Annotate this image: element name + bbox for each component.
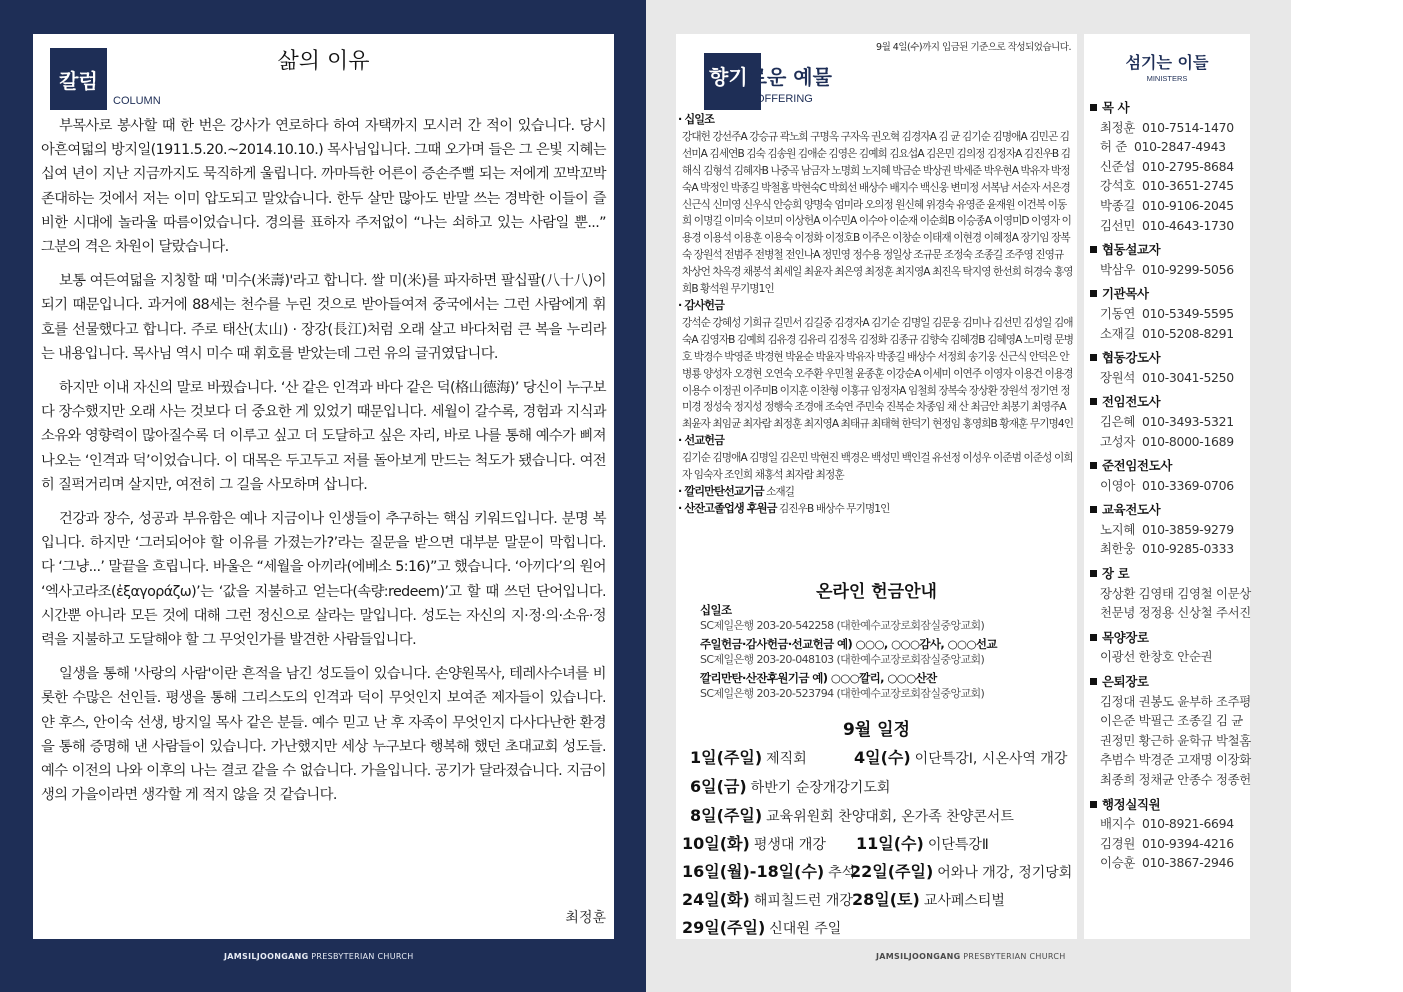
minister-row <box>1090 137 1248 157</box>
minister-row <box>1090 176 1248 196</box>
online-item: 깔리만탄·산잔후원기금 예) ○○○깔리, ○○○산잔 SC제일은행 203-20-523794 (대한예수교장로회잠실중앙교회) <box>700 671 985 700</box>
offering-list <box>678 112 1074 518</box>
minister-row <box>1090 692 1251 712</box>
minister-group-heading: 목 사 <box>1090 98 1248 118</box>
minister-row <box>1090 216 1248 236</box>
minister-phone: 010-3041-5250 <box>1142 369 1234 385</box>
minister-name: 김선민 <box>1100 217 1136 233</box>
minister-group-heading: 준전임전도사 <box>1090 456 1248 476</box>
offering-inline-section: · 깔리만탄선교기금 소재길 <box>678 484 795 498</box>
minister-phone: 010-8921-6694 <box>1142 816 1234 832</box>
minister-name: 권정민 황근하 윤학규 박철홈 <box>1100 732 1251 748</box>
minister-phone: 010-9285-0333 <box>1142 541 1234 557</box>
minister-row <box>1090 118 1248 138</box>
column-paragraph: 부목사로 봉사할 때 한 번은 강사가 연로하다 하여 자택까지 모시러 간 적이 있습니다. 당시 아흔여덟의 방지일(1911.5.20.~2014.10.10.) 목사님입니다. 그때 오가며 들은 그 은빛 지혜는 십여 년이 지난 지금까지도 묵직하게 울립니다. 까마득한 어른이 증손주뻘 되는 저에게 꼬박꼬박 존대하는 것에서 저는 이미 압도되고 말았습니다. 한두 살만 많아도 반말 쓰는 경박한 이들이 즐비한 시대에 놀라울 따름이었습니다. 경의를 표하자 주저없이 “나는 쇠하고 있는 사람일 뿐...” 그분의 격은 차원이 달랐습니다. <box>41 118 606 256</box>
minister-phone: 010-2847-4943 <box>1133 139 1226 155</box>
offering-panel <box>676 34 1077 939</box>
minister-name: 천문녕 정정용 신상철 주서진 <box>1100 605 1251 621</box>
minister-name: 이광선 한창호 안순권 <box>1100 649 1213 665</box>
minister-row <box>1090 711 1248 731</box>
offering-note: 9월 4일(수)까지 입금된 기준으로 작성되었습니다. <box>876 42 1071 53</box>
bullet-square-icon <box>1090 462 1097 469</box>
offering-sub: OFFERING <box>756 93 813 105</box>
minister-name: 김정대 권봉도 윤부하 조주평 <box>1100 693 1251 709</box>
minister-name: 노지혜 <box>1100 521 1136 537</box>
bullet-square-icon <box>1090 104 1097 111</box>
minister-row <box>1090 157 1248 177</box>
minister-phone: 010-9394-4216 <box>1142 835 1234 851</box>
bullet-square-icon <box>1090 678 1097 685</box>
minister-name: 이승훈 <box>1100 855 1136 871</box>
right-footer: JAMSILJOONGANG PRESBYTERIAN CHURCH <box>876 952 1066 961</box>
bullet-square-icon <box>1090 570 1097 577</box>
column-title: 삶의 이유 <box>277 49 370 74</box>
minister-group-heading: 장 로 <box>1090 564 1248 584</box>
minister-row <box>1090 603 1251 623</box>
minister-phone: 010-9299-5056 <box>1142 261 1234 277</box>
offering-names: 강대헌 강선주A 강승규 곽노희 구명옥 구자옥 권오혁 김경자A 김 균 김기순 김명애A 김민곤 김선미A 김세연B 김숙 김송원 김애순 김영은 김예희 김요섭A 김은민 김의정 김정자A 김진우B 김해식 김형석 김혜자B 나중곡 남금자 노명희 노지혜 박금순 박상권 박세준 박우현A 박유자 박정숙A 박정인 박종길 박철홈 박현숙C 박희선 배상수 배지수 백신웅 변미정 서복남 서순자 서은경 신근식 신미영 신우식 안승희 양명숙 엄미라 오의정 원신혜 위경숙 유영준 윤재원 이건복 이동희 이명길 이미숙 이보미 이상헌A 이수민A 이수아 이순재 이순희B 이승종A 이영미D 이영자 이용경 이용석 이용훈 이용숙 이정화 이정호B 이주은 이창순 이태재 이현경 이혜정A 장기임 장복숙 장원석 전범주 전병철 전인나A 정민영 정수용 정일상 조규문 조정숙 조종길 조주영 진영규 차상언 차옥경 채봉석 최세일 최윤자 최은영 최정훈 최지영A 최진옥 탁지영 한선희 허경숙 홍영희B 황석원 무기명1인 <box>682 130 1073 296</box>
minister-row <box>1090 814 1248 834</box>
minister-group-heading: 협동설교자 <box>1090 240 1248 260</box>
schedule-item: 6일(금) 하반기 순장개강기도회 <box>690 777 891 796</box>
ministers-sub: MINISTERS <box>1146 74 1188 83</box>
minister-name: 이은준 박필근 조종길 김 균 <box>1100 713 1243 729</box>
column-body <box>41 114 606 817</box>
bullet-square-icon <box>1090 354 1097 361</box>
minister-name: 최종희 정채균 안종수 정종헌 <box>1100 772 1251 787</box>
ministers-panel <box>1084 34 1250 939</box>
offering-names: 김기순 김명애A 김명일 김은민 박현진 백경은 백성민 백인걸 유선정 이성우 이준범 이준성 이희자 임숙자 조인희 채홍석 최자람 최정훈 <box>682 452 1073 482</box>
minister-row <box>1090 324 1248 344</box>
online-list <box>700 602 1072 704</box>
minister-phone: 010-3867-2946 <box>1142 855 1234 871</box>
minister-row <box>1090 432 1248 452</box>
minister-phone: 010-3493-5321 <box>1142 413 1234 429</box>
schedule-item: 28일(토) 교사페스티벌 <box>852 890 1005 909</box>
minister-phone: 010-5349-5595 <box>1142 305 1234 321</box>
schedule-item: 4일(수) 이단특강Ⅰ, 시온사역 개강 <box>854 748 1068 767</box>
minister-phone: 010-4643-1730 <box>1142 217 1234 233</box>
minister-row <box>1090 304 1248 324</box>
online-item: 주일헌금·감사헌금·선교헌금 예) ○○○, ○○○감사, ○○○선교 SC제일은행 203-20-048103 (대한예수교장로회잠실중앙교회) <box>700 637 997 666</box>
minister-name: 장상환 김영태 김영철 이문상 <box>1100 585 1251 601</box>
minister-name: 소재길 <box>1100 325 1136 341</box>
schedule-item: 24일(화) 해피칠드런 개강 <box>682 890 853 909</box>
minister-phone: 010-9106-2045 <box>1142 197 1234 213</box>
column-paragraph: 일생을 통해 '사랑의 사람'이란 흔적을 남긴 성도들이 있습니다. 손양원목사, 테레사수녀를 비롯한 수많은 선인들. 평생을 통해 그리스도의 인격과 덕이 무엇인지 보여준 제자들이 있습니다. 얀 후스, 안이숙 선생, 방지일 목사 같은 분들. 예수 믿고 난 후 자족이 무엇인지 다사다난한 환경을 통해 증명해 낸 사람들이 있습니다. 가난했지만 세상 누구보다 행복해 했던 초대교회 성도들. 예수 이전의 나와 이후의 나는 결코 같을 수 없습니다. 가을입니다. 공기가 달라졌습니다. 지금이 생의 가을이라면 생각할 게 적지 않을 것 같습니다. <box>41 666 606 804</box>
minister-phone: 010-3651-2745 <box>1142 178 1234 194</box>
column-tag-sub: COLUMN <box>113 95 161 107</box>
minister-group-heading: 목양장로 <box>1090 628 1248 648</box>
column-panel <box>33 34 614 939</box>
bullet-square-icon <box>1090 801 1097 808</box>
minister-group-heading: 은퇴장로 <box>1090 672 1248 692</box>
minister-name: 최한웅 <box>1100 541 1136 557</box>
offering-section-title: · 감사헌금 <box>678 298 724 312</box>
minister-name: 기동연 <box>1100 305 1136 321</box>
minister-row <box>1090 260 1248 280</box>
minister-name: 박종길 <box>1100 197 1136 213</box>
minister-group-heading: 교육전도사 <box>1090 500 1248 520</box>
bullet-square-icon <box>1090 290 1097 297</box>
ministers-title: 섬기는 이들 <box>1125 53 1209 72</box>
left-footer: JAMSILJOONGANG PRESBYTERIAN CHURCH <box>224 952 414 961</box>
schedule-item: 11일(수) 이단특강Ⅱ <box>856 834 989 853</box>
minister-name: 장원석 <box>1100 369 1136 385</box>
offering-names: 강석순 강혜성 기희규 길민서 김길중 김경자A 김기순 김명일 김문웅 김미나 김선민 김성일 김애숙A 김영자B 김예희 김유경 김유리 김정옥 김정화 김종규 김향숙 김혜경B 김혜영A 노미령 문병호 박경수 박영준 박경현 박윤순 박윤자 박유자 박종길 배상수 서정희 송기웅 신근식 안덕은 안병룡 양성자 오경현 오연숙 오주환 우민철 윤종훈 이강순A 이세미 이연주 이영자 이용건 이용경 이용수 이정권 이주미B 이지훈 이찬형 이홍규 임정자A 임철희 장복숙 장상환 장원석 정기연 정미경 정성숙 정지성 정행숙 조경애 조숙연 주민숙 진복순 차종임 채 산 최금안 최봉기 최영주A 최윤자 최임균 최자람 최정훈 최지영A 최태규 최태혁 한덕기 현정임 홍영희B 황재훈 무기명4인 <box>682 316 1074 431</box>
minister-name: 최정훈 <box>1100 119 1136 135</box>
bullet-square-icon <box>1090 506 1097 513</box>
minister-row <box>1090 196 1248 216</box>
minister-group-heading: 기관목사 <box>1090 284 1248 304</box>
minister-row <box>1090 539 1248 559</box>
minister-phone: 010-8000-1689 <box>1142 433 1234 449</box>
column-paragraph: 건강과 장수, 성공과 부유함은 예나 지금이나 인생들이 추구하는 핵심 키워드입니다. 분명 복입니다. 하지만 ‘그러되어야 할 이유를 가졌는가?’라는 질문을 받으면 대부분 말문이 막힙니다. 다 ‘그냥...’ 말끝을 흐립니다. 바울은 “세월을 아끼라(에베소 5:16)”고 했습니다. ‘아끼다’의 원어 ‘엑사고라조(ἐξαγοράζω)’는 ‘값을 지불하고 얻는다(속량:redeem)’고 할 때 쓰던 단어입니다. 시간뿐 아니라 모든 것에 대해 그런 정신으로 살라는 말입니다. 성도는 자신의 지·정·의·소유·정력을 지불하고 도달해야 할 그 무엇인가를 발견한 사람들입니다. <box>41 511 606 649</box>
ministers-list <box>1090 98 1251 873</box>
minister-phone: 010-5208-8291 <box>1142 325 1234 341</box>
minister-group-heading: 전임전도사 <box>1090 392 1248 412</box>
schedule-title: 9월 일정 <box>842 720 910 740</box>
minister-phone: 010-2795-8684 <box>1142 158 1234 174</box>
minister-phone: 010-7514-1470 <box>1142 119 1234 135</box>
minister-name: 이영아 <box>1100 477 1136 493</box>
column-paragraph: 보통 여든여덟을 지칭할 때 '미수(米壽)'라고 합니다. 쌀 미(米)를 파자하면 팔십팔(八十八)이 되기 때문입니다. 과거에 88세는 천수를 누린 것으로 받아들여져 중국에서는 그런 사람에게 휘호를 선물했다고 합니다. 주로 태산(太山) · 장강(長江)처럼 오래 살고 바다처럼 큰 복을 누리라는 내용입니다. 목사님 역시 미수 때 휘호를 받았는데 그런 유의 글귀였답니다. <box>41 273 606 362</box>
minister-row <box>1090 834 1248 854</box>
bullet-square-icon <box>1090 398 1097 405</box>
minister-group-heading: 행정실직원 <box>1090 795 1248 815</box>
minister-name: 김은혜 <box>1100 413 1136 429</box>
minister-row <box>1090 770 1251 790</box>
minister-name: 배지수 <box>1100 816 1136 832</box>
offering-section <box>678 298 1074 433</box>
online-item: 십일조 SC제일은행 203-20-542258 (대한예수교장로회잠실중앙교회) <box>700 603 985 632</box>
online-title: 온라인 헌금안내 <box>816 582 937 602</box>
minister-row <box>1090 853 1248 873</box>
minister-name: 박삼우 <box>1100 261 1136 277</box>
minister-row <box>1090 476 1248 496</box>
offering-title: 향기로운 예물 <box>709 65 832 89</box>
minister-name: 강석호 <box>1100 178 1136 194</box>
minister-name: 추범수 박경준 고재명 이장화 <box>1100 752 1251 768</box>
schedule-item: 1일(주일) 제직회 <box>690 748 807 767</box>
schedule-item: 29일(주일) 신대원 주일 <box>682 918 842 937</box>
bullet-square-icon <box>1090 246 1097 253</box>
minister-row <box>1090 412 1248 432</box>
minister-row <box>1090 731 1251 751</box>
offering-section-title: · 선교헌금 <box>678 434 724 448</box>
offering-section <box>678 433 1074 484</box>
minister-row <box>1090 750 1251 770</box>
schedule-item: 16일(월)-18일(수) 추석 <box>682 862 856 881</box>
schedule-item: 8일(주일) 교육위원회 찬양대회, 온가족 찬양콘서트 <box>690 806 1014 825</box>
minister-phone: 010-3859-9279 <box>1142 521 1234 537</box>
column-tag: 칼럼 <box>50 48 107 110</box>
minister-row <box>1090 520 1248 540</box>
schedule-item: 10일(화) 평생대 개강 <box>682 834 826 853</box>
minister-row <box>1090 584 1251 604</box>
column-author: 최정훈 <box>565 910 606 926</box>
minister-name: 김경원 <box>1100 835 1136 851</box>
minister-name: 허 준 <box>1100 139 1127 155</box>
minister-name: 고성자 <box>1100 433 1136 449</box>
minister-group-heading: 협동강도사 <box>1090 348 1248 368</box>
minister-phone: 010-3369-0706 <box>1142 477 1234 493</box>
offering-inline-section: · 산잔고졸업생 후원금 김진우B 배상수 무기명1인 <box>678 501 890 515</box>
minister-row <box>1090 647 1248 667</box>
column-paragraph: 하지만 이내 자신의 말로 바꿨습니다. ‘산 같은 인격과 바다 같은 덕(格山德海)’ 당신이 누구보다 장수했지만 오래 사는 것보다 더 중요한 게 있었기 때문입니다. 세월이 갈수록, 경험과 지식과 소유와 영향력이 많아질수록 더 이루고 싶고 더 도달하고 싶은 자리, 바로 나를 통해 예수가 삐져나오는 ‘인격과 덕’이었습니다. 이 대목은 두고두고 저를 돌아보게 만드는 척도가 됐습니다. 여전히 질퍽거리며 살지만, 여전히 그 길을 사모하며 삽니다. <box>41 380 606 493</box>
bullet-square-icon <box>1090 634 1097 641</box>
minister-name: 신준섭 <box>1100 158 1136 174</box>
minister-row <box>1090 368 1248 388</box>
offering-section <box>678 112 1074 298</box>
schedule-item: 22일(주일) 어와나 개강, 정기당회 <box>850 862 1073 881</box>
offering-section-title: · 십일조 <box>678 113 715 126</box>
